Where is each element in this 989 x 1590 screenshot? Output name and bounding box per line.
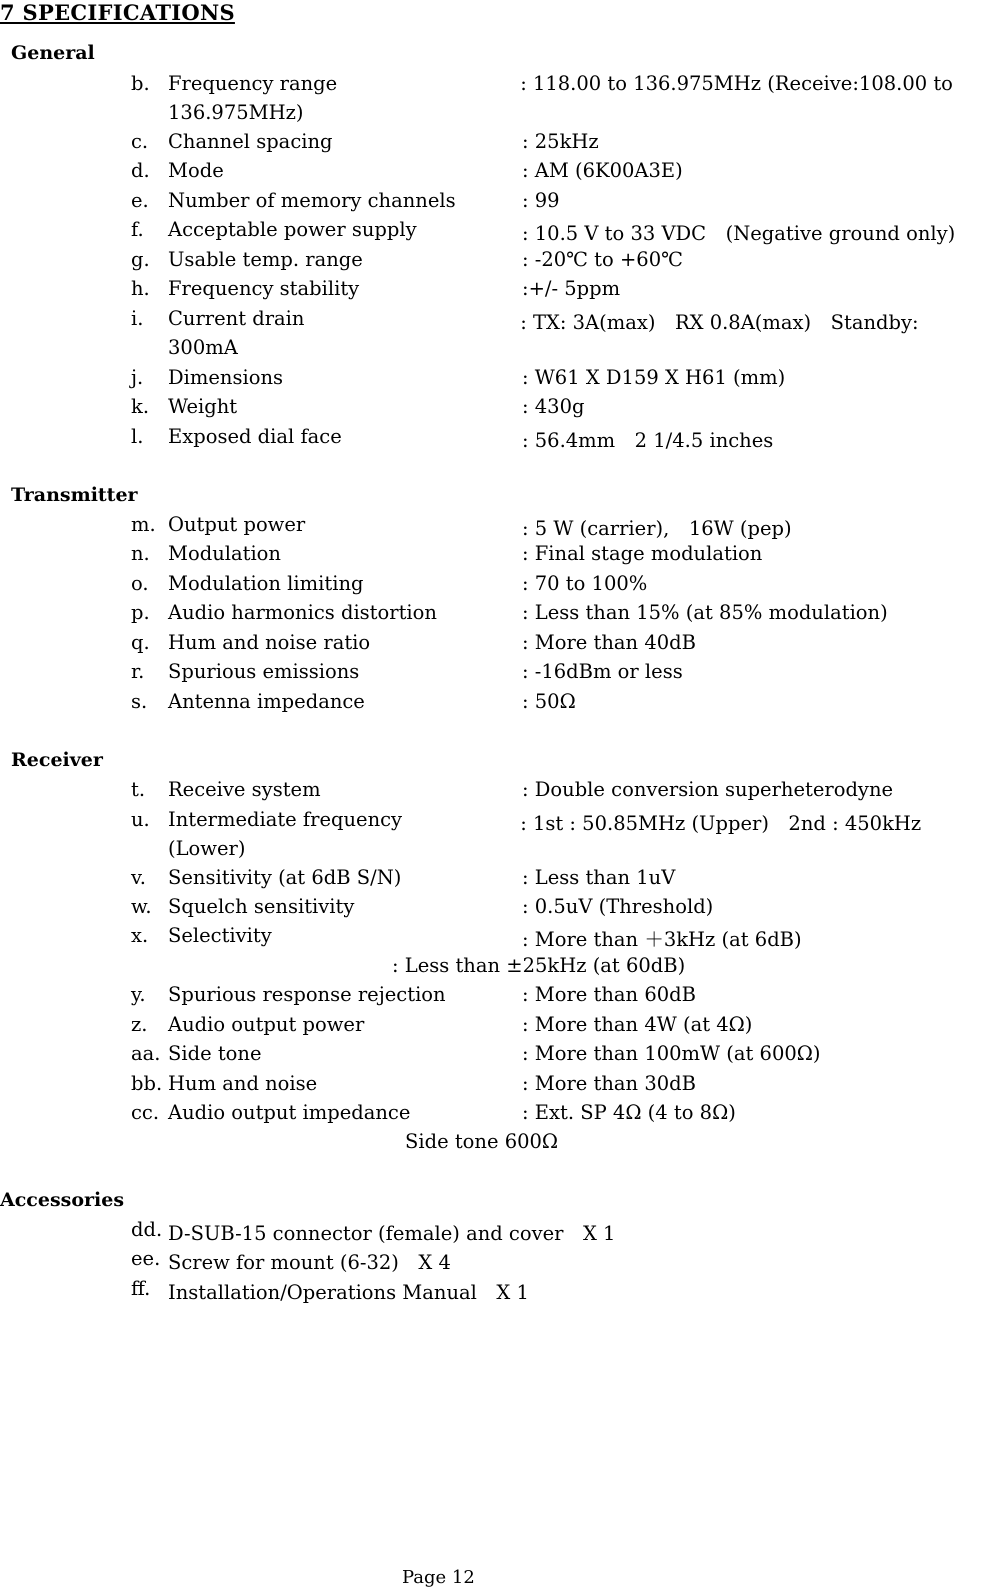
spec-label: Channel spacing: [168, 130, 333, 153]
spec-row-sensitivity: [0, 866, 989, 896]
section-heading-transmitter: Transmitter: [11, 484, 138, 506]
spec-label: Sensitivity (at 6dB S/N): [168, 866, 402, 889]
spec-value: : 50Ω: [522, 690, 576, 713]
spec-label: Receive system: [168, 778, 321, 801]
page-title: 7 SPECIFICATIONS: [0, 0, 235, 25]
spec-row-current-drain: [0, 307, 989, 337]
page-number: Page 12: [402, 1567, 475, 1588]
item-letter: w.: [131, 895, 152, 918]
item-letter: l.: [131, 425, 144, 448]
spec-label: Dimensions: [168, 366, 284, 389]
item-letter: v.: [131, 866, 146, 889]
spec-value: : AM (6K00A3E): [522, 159, 683, 182]
accessory-row-screw: [0, 1247, 989, 1277]
spec-value-continuation: Side tone 600Ω: [405, 1130, 559, 1153]
spec-value: : -20℃ to +60℃: [522, 248, 683, 271]
spec-value: : Ext. SP 4Ω (4 to 8Ω): [522, 1101, 736, 1124]
spec-row-memory-channels: [0, 189, 989, 219]
item-letter: s.: [131, 690, 148, 713]
spec-label: Acceptable power supply: [168, 218, 417, 241]
item-letter: q.: [131, 631, 150, 654]
spec-label: Frequency stability: [168, 277, 360, 300]
spec-value: : More than ＋3kHz (at 6dB): [522, 928, 802, 951]
spec-label: Audio output power: [168, 1013, 365, 1036]
spec-row-hum-noise: [0, 1072, 989, 1102]
item-letter: x.: [131, 924, 149, 947]
item-letter: y.: [131, 983, 146, 1006]
item-letter: g.: [131, 248, 150, 271]
spec-value: : 56.4mm 2 1/4.5 inches: [522, 429, 774, 452]
spec-label: Side tone: [168, 1042, 262, 1065]
spec-label: Frequency range: [168, 72, 338, 95]
item-letter: e.: [131, 189, 149, 212]
item-letter: h.: [131, 277, 150, 300]
spec-label: Audio harmonics distortion: [168, 601, 437, 624]
item-letter: m.: [131, 513, 156, 536]
spec-row-mode: [0, 159, 989, 189]
item-letter: b.: [131, 72, 150, 95]
spec-row-side-tone: [0, 1042, 989, 1072]
spec-row-frequency-stability: [0, 277, 989, 307]
spec-value: : -16dBm or less: [522, 660, 683, 683]
spec-value: : W61 X D159 X H61 (mm): [522, 366, 786, 389]
spec-label: Hum and noise: [168, 1072, 318, 1095]
spec-row-spurious-response: [0, 983, 989, 1013]
spec-row-audio-output-impedance: [0, 1101, 989, 1131]
spec-row-hum-noise-ratio: [0, 631, 989, 661]
spec-label: Spurious emissions: [168, 660, 360, 683]
spec-row-weight: [0, 395, 989, 425]
spec-value: : More than 4W (at 4Ω): [522, 1013, 753, 1036]
spec-row-output-power: [0, 513, 989, 543]
spec-row-selectivity: [0, 924, 989, 954]
item-letter: ff.: [131, 1277, 151, 1300]
accessory-text: Screw for mount (6-32) X 4: [168, 1251, 451, 1274]
spec-row-dimensions: [0, 366, 989, 396]
spec-value: : Less than 1uV: [522, 866, 676, 889]
spec-value: : More than 40dB: [522, 631, 696, 654]
spec-label: Audio output impedance: [168, 1101, 411, 1124]
spec-row-power-supply: [0, 218, 989, 248]
spec-row-audio-output-power: [0, 1013, 989, 1043]
item-letter: p.: [131, 601, 150, 624]
item-letter: r.: [131, 660, 145, 683]
spec-label: Output power: [168, 513, 306, 536]
spec-value: : 1st : 50.85MHz (Upper) 2nd : 450kHz: [514, 812, 922, 835]
item-letter: k.: [131, 395, 150, 418]
spec-label: Mode: [168, 159, 224, 182]
spec-value-continuation: (Lower): [168, 837, 246, 860]
item-letter: c.: [131, 130, 149, 153]
item-letter: dd.: [131, 1218, 163, 1241]
spec-value: : More than 60dB: [522, 983, 696, 1006]
accessory-text: Installation/Operations Manual X 1: [168, 1281, 529, 1304]
spec-label: Number of memory channels: [168, 189, 456, 212]
spec-row-usable-temp: [0, 248, 989, 278]
spec-label: Hum and noise ratio: [168, 631, 371, 654]
item-letter: d.: [131, 159, 150, 182]
spec-value: : 430g: [522, 395, 585, 418]
spec-value: : 25kHz: [522, 130, 599, 153]
item-letter: j.: [131, 366, 144, 389]
spec-row-squelch-sensitivity: [0, 895, 989, 925]
item-letter: bb.: [131, 1072, 163, 1095]
spec-value: : More than 100mW (at 600Ω): [522, 1042, 821, 1065]
spec-label: Modulation limiting: [168, 572, 364, 595]
item-letter: o.: [131, 572, 149, 595]
item-letter: cc.: [131, 1101, 160, 1124]
spec-row-spurious-emissions: [0, 660, 989, 690]
spec-value: : 70 to 100%: [522, 572, 648, 595]
spec-value: : TX: 3A(max) RX 0.8A(max) Standby:: [514, 311, 919, 334]
item-letter: n.: [131, 542, 150, 565]
spec-row-antenna-impedance: [0, 690, 989, 720]
spec-label: Weight: [168, 395, 238, 418]
spec-value: : 5 W (carrier), 16W (pep): [522, 517, 792, 540]
spec-row-intermediate-frequency: [0, 808, 989, 838]
accessory-row-dsub-connector: [0, 1218, 989, 1248]
spec-value: : Less than 15% (at 85% modulation): [522, 601, 888, 624]
spec-value-continuation: 136.975MHz): [168, 101, 304, 124]
spec-label: Exposed dial face: [168, 425, 342, 448]
item-letter: i.: [131, 307, 144, 330]
spec-value: : 0.5uV (Threshold): [522, 895, 714, 918]
section-heading-general: General: [11, 42, 95, 64]
spec-label: Antenna impedance: [168, 690, 365, 713]
spec-value: : 99: [522, 189, 560, 212]
spec-label: Spurious response rejection: [168, 983, 446, 1006]
spec-row-modulation: [0, 542, 989, 572]
spec-value-continuation: : Less than ±25kHz (at 60dB): [392, 954, 686, 977]
spec-row-dial-face: [0, 425, 989, 455]
spec-label: Squelch sensitivity: [168, 895, 355, 918]
spec-value: : More than 30dB: [522, 1072, 696, 1095]
item-letter: u.: [131, 808, 150, 831]
spec-value: : 10.5 V to 33 VDC (Negative ground only): [522, 222, 956, 245]
spec-value: : Double conversion superheterodyne: [522, 778, 894, 801]
item-letter: aa.: [131, 1042, 161, 1065]
spec-row-audio-harmonics: [0, 601, 989, 631]
section-heading-accessories: Accessories: [0, 1189, 125, 1211]
section-heading-receiver: Receiver: [11, 749, 103, 771]
spec-value: :+/- 5ppm: [522, 277, 621, 300]
accessory-row-manual: [0, 1277, 989, 1307]
accessory-text: D-SUB-15 connector (female) and cover X 1: [168, 1222, 616, 1245]
spec-label: Current drain: [168, 307, 305, 330]
item-letter: ee.: [131, 1247, 161, 1270]
item-letter: t.: [131, 778, 146, 801]
spec-label: Usable temp. range: [168, 248, 363, 271]
spec-label: Modulation: [168, 542, 281, 565]
spec-row-receive-system: [0, 778, 989, 808]
spec-value: : 118.00 to 136.975MHz (Receive:108.00 to: [514, 72, 953, 95]
item-letter: z.: [131, 1013, 148, 1036]
spec-row-frequency-range: [0, 72, 989, 102]
item-letter: f.: [131, 218, 144, 241]
spec-label: Intermediate frequency: [168, 808, 403, 831]
spec-value: : Final stage modulation: [522, 542, 763, 565]
spec-value-continuation: 300mA: [168, 336, 238, 359]
spec-row-channel-spacing: [0, 130, 989, 160]
spec-label: Selectivity: [168, 924, 272, 947]
spec-row-modulation-limiting: [0, 572, 989, 602]
